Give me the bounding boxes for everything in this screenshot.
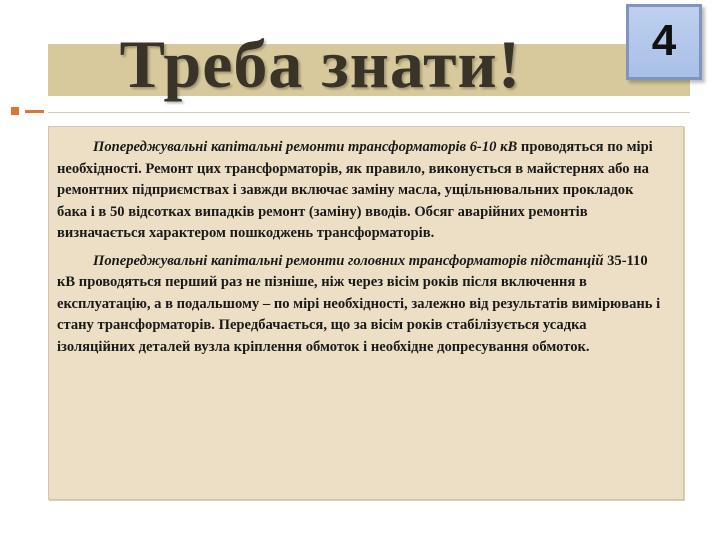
paragraph-2-text: 35-110 кВ проводяться перший раз не пізніше, ніж через вісім років після включення в експлуатацію, а в подальшому – по мірі необхідності, залежно від результатів вимірювань і стану трансформаторів. Передбачається, що за вісім років стабілізується усадка ізоляційних деталей вузла кріплення обмоток і необхідне допресування обмоток. — [57, 252, 661, 355]
content-box — [48, 126, 684, 500]
slide-title: Треба знати! — [119, 26, 522, 102]
paragraph-1-text: проводяться по мірі необхідності. Ремонт цих трансформаторів, як правило, виконується в майстернях або на ремонтних підприємствах і завжди включає заміну масла, ущільнювальних прокладок бака і в 50 відсотках випадків ремонт (заміну) вводів. Обсяг аварійних ремонтів визначається характером пошкоджень трансформаторів. — [57, 139, 653, 241]
paragraph-1-italic: Попереджувальні капітальні ремонти трансформаторів 6-10 кВ — [93, 139, 518, 155]
paragraph-2-italic: Попереджувальні капітальні ремонти головних трансформаторів підстанцій — [93, 252, 604, 269]
accent-square — [11, 107, 19, 115]
paragraph-1 — [57, 137, 667, 245]
title-divider — [48, 112, 690, 113]
accent-line — [25, 110, 44, 113]
paragraph-2 — [57, 251, 667, 359]
page-number-badge: 4 — [626, 4, 702, 80]
